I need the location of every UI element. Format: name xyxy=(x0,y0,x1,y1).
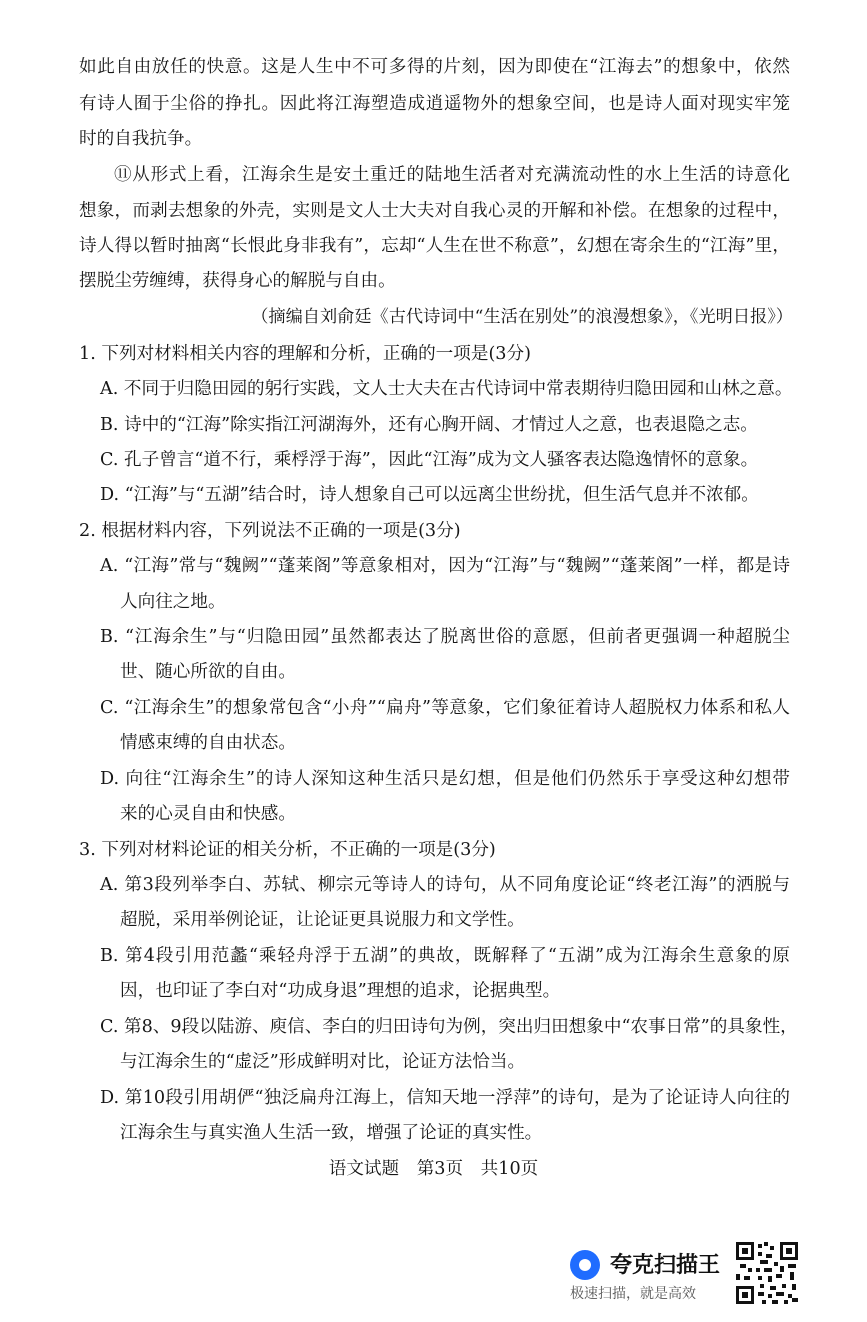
question-option: D. “江海”与“五湖”结合时，诗人想象自己可以远离尘世纷扰，但生活气息并不浓郁。 xyxy=(100,485,759,505)
qr-code-graphic xyxy=(734,1240,800,1306)
paragraph-line: 时的自我抗争。 xyxy=(79,129,203,149)
question-option-continuation: 世、随心所欲的自由。 xyxy=(120,662,296,682)
question-option-continuation: 江海余生与真实渔人生活一致，增强了论证的真实性。 xyxy=(120,1123,543,1143)
paragraph-line: 如此自由放任的快意。这是人生中不可多得的片刻，因为即使在“江海去”的想象中，依然 xyxy=(79,57,790,77)
question-option: C. 第8、9段以陆游、庾信、李白的归田诗句为例，突出归田想象中“农事日常”的具象性， xyxy=(100,1017,798,1037)
source-citation: （摘编自刘俞廷《古代诗词中“生活在别处”的浪漫想象》，《光明日报》） xyxy=(251,307,793,327)
question-option: C. 孔子曾言“道不行，乘桴浮于海”，因此“江海”成为文人骚客表达隐逸情怀的意象。 xyxy=(100,450,759,470)
question-option-continuation: 因，也印证了李白对“功成身退”理想的追求，论据典型。 xyxy=(120,981,561,1001)
page-footer: 语文试题 第3页 共10页 xyxy=(328,1159,539,1179)
paragraph-line: 有诗人囿于尘俗的挣扎。因此将江海塑造成逍遥物外的想象空间，也是诗人面对现实牢笼 xyxy=(79,94,790,114)
question-option: A. 不同于归隐田园的躬行实践，文人士大夫在古代诗词中常表期待归隐田园和山林之意。 xyxy=(100,379,793,399)
brand-slogan: 极速扫描，就是高效 xyxy=(570,1286,696,1302)
question-option-continuation: 超脱，采用举例论证，让论证更具说服力和文学性。 xyxy=(120,910,525,930)
question-option: B. 诗中的“江海”除实指江河湖海外，还有心胸开阔、才情过人之意，也表退隐之志。 xyxy=(100,415,758,435)
question-stem: 3. 下列对材料论证的相关分析，不正确的一项是(3分) xyxy=(79,840,496,860)
question-option: C. “江海余生”的想象常包含“小舟”“扁舟”等意象，它们象征着诗人超脱权力体系和私人 xyxy=(100,698,790,718)
question-option-continuation: 与江海余生的“虚泛”形成鲜明对比，论证方法恰当。 xyxy=(120,1052,526,1072)
question-option-continuation: 情感束缚的自由状态。 xyxy=(120,733,296,753)
question-option-continuation: 人向往之地。 xyxy=(120,592,226,612)
paragraph-line: ⑪从形式上看，江海余生是安土重迁的陆地生活者对充满流动性的水上生活的诗意化 xyxy=(114,165,790,185)
question-option: B. “江海余生”与“归隐田园”虽然都表达了脱离世俗的意愿，但前者更强调一种超脱尘 xyxy=(100,627,790,647)
question-stem: 2. 根据材料内容，下列说法不正确的一项是(3分) xyxy=(79,521,461,541)
question-option-continuation: 来的心灵自由和快感。 xyxy=(120,804,296,824)
question-option: A. 第3段列举李白、苏轼、柳宗元等诗人的诗句，从不同角度论证“终老江海”的洒脱与 xyxy=(100,875,790,895)
scanner-watermark xyxy=(570,1240,730,1308)
question-option: B. 第4段引用范蠡“乘轻舟浮于五湖”的典故，既解释了“五湖”成为江海余生意象的原 xyxy=(100,946,790,966)
qr-code-icon xyxy=(734,1240,800,1306)
paragraph-line: 诗人得以暂时抽离“长恨此身非我有”，忘却“人生在世不称意”，幻想在寄余生的“江海”里， xyxy=(79,236,790,256)
brand-name: 夸克扫描王 xyxy=(610,1253,721,1278)
question-stem: 1. 下列对材料相关内容的理解和分析，正确的一项是(3分) xyxy=(79,344,531,364)
question-option: D. 向往“江海余生”的诗人深知这种生活只是幻想，但是他们仍然乐于享受这种幻想带 xyxy=(100,769,790,789)
paragraph-line: 摆脱尘劳缠缚，获得身心的解脱与自由。 xyxy=(79,271,396,291)
paragraph-line: 想象，而剥去想象的外壳，实则是文人士大夫对自我心灵的开解和补偿。在想象的过程中， xyxy=(79,201,790,221)
quark-logo-icon xyxy=(570,1250,600,1280)
question-option: A. “江海”常与“魏阙”“蓬莱阁”等意象相对，因为“江海”与“魏阙”“蓬莱阁”一样，都是诗 xyxy=(100,556,790,576)
question-option: D. 第10段引用胡俨“独泛扁舟江海上，信知天地一浮萍”的诗句，是为了论证诗人向往的 xyxy=(100,1088,790,1108)
